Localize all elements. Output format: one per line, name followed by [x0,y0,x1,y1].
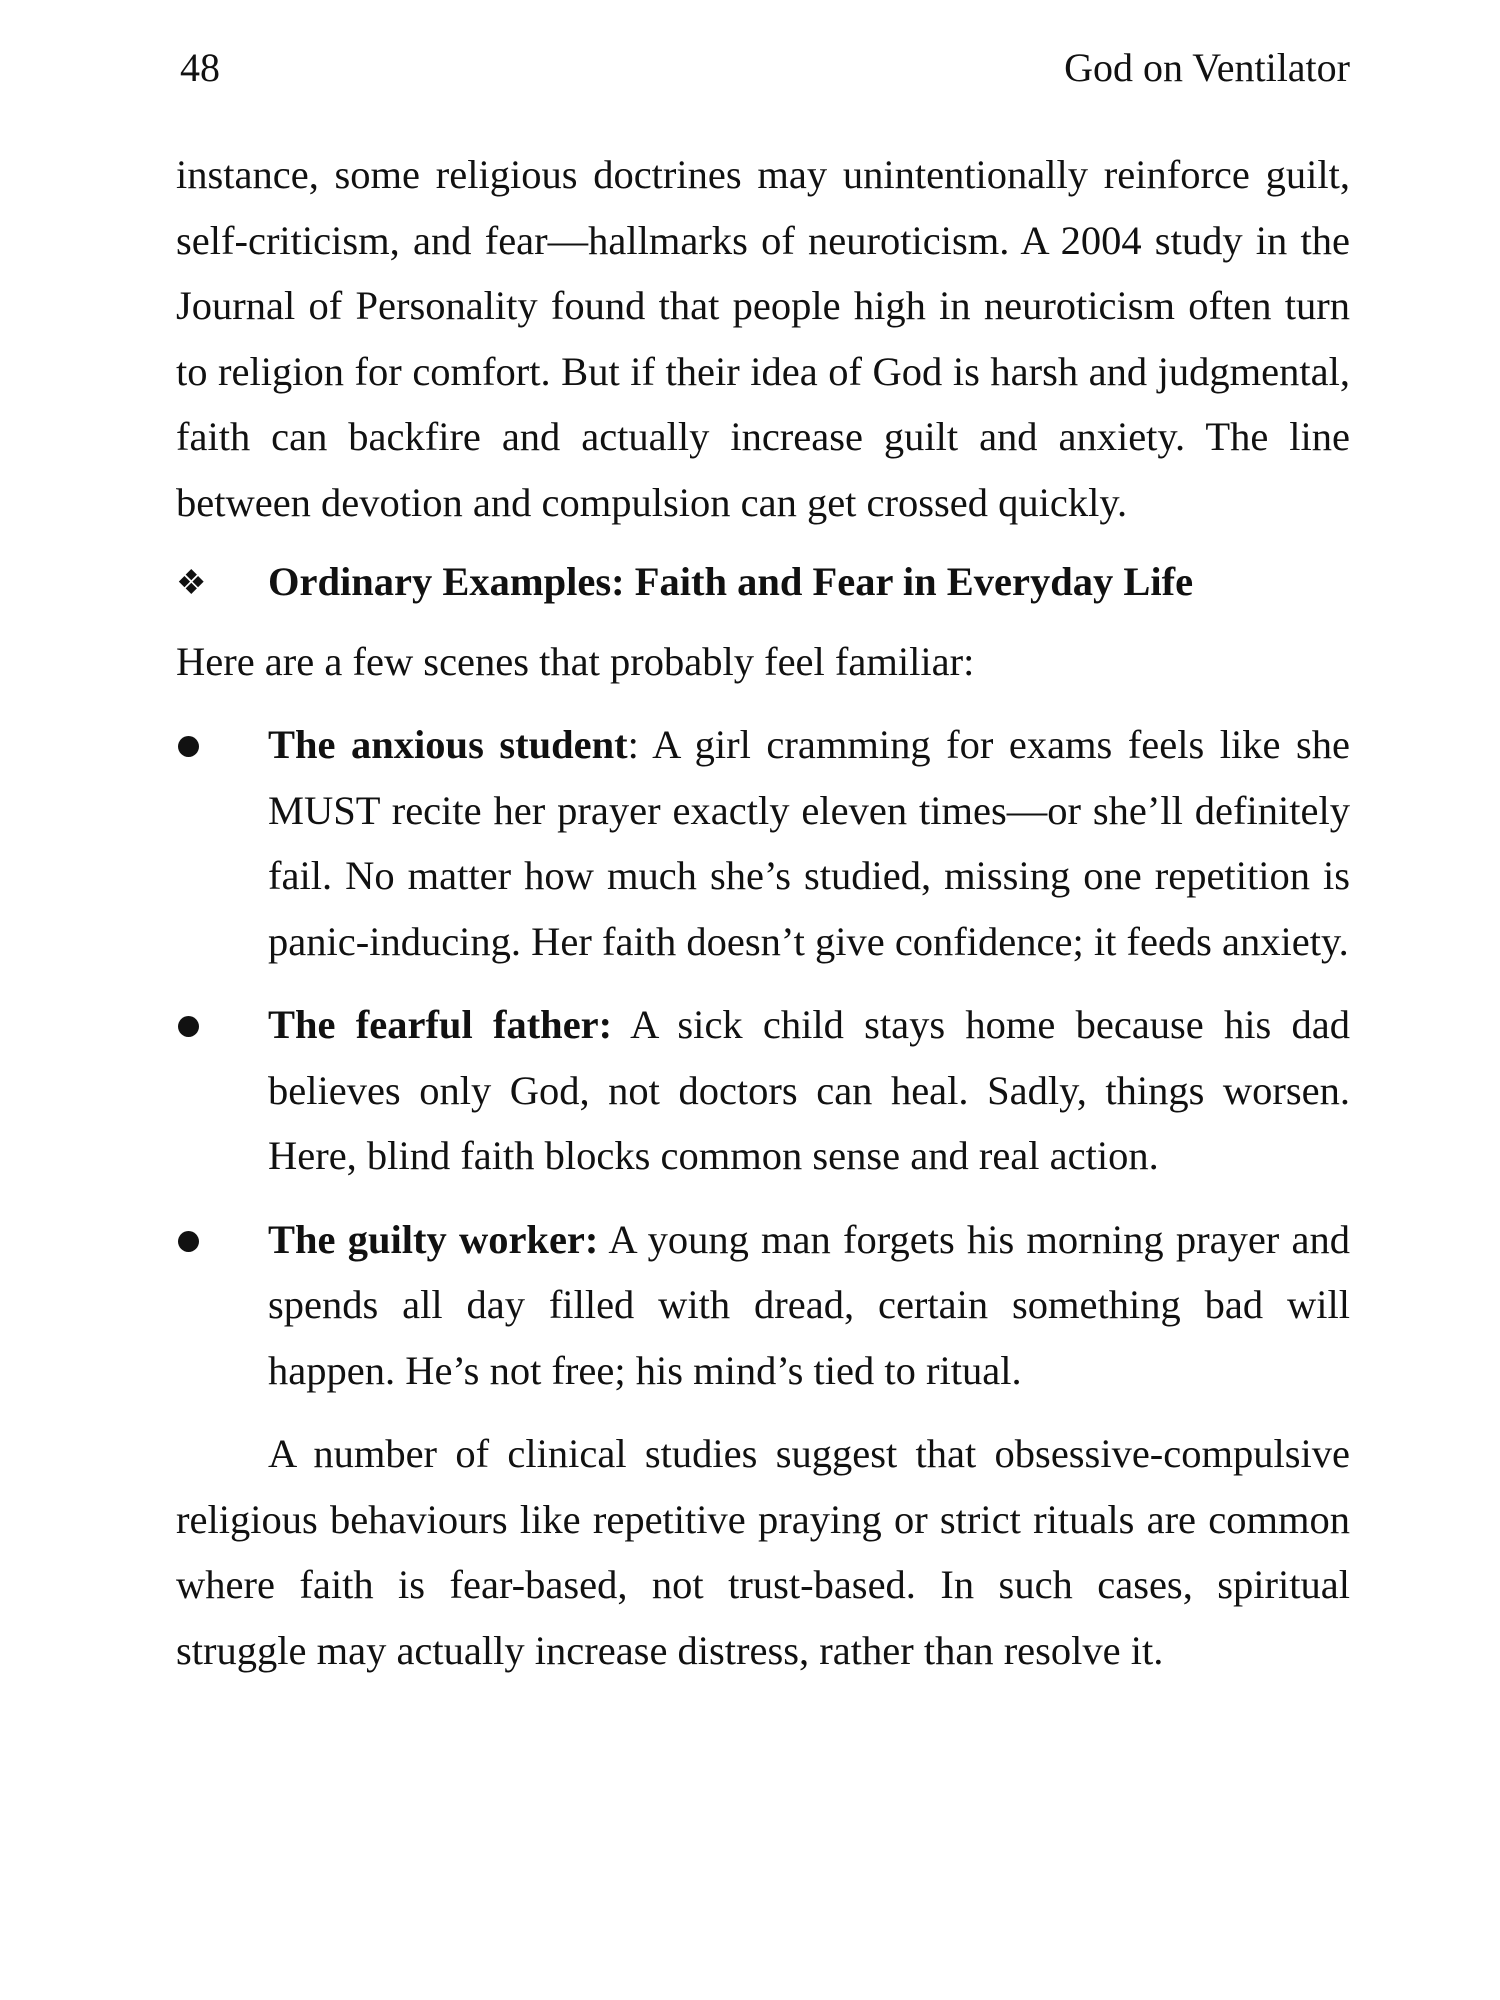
diamond-ornament-icon: ❖ [176,565,207,602]
example-term: The guilty worker: [268,1216,599,1262]
example-text: : A girl cramming for exams feels like she MUST recite her prayer exactly eleven times—or she’ll definitely fail. No matter how much she’s studied, missing one repetition is panic-inducing. Her faith doesn’t give confidence; it feeds anxiety. [268,722,1350,964]
list-item [176,992,1350,1189]
page-header [176,44,1350,104]
section-intro: Here are a few scenes that probably feel familiar: [176,638,975,684]
running-title: God on Ventilator [1064,45,1350,90]
example-text: A young man forgets his morning prayer and spends all day filled with dread, certain something bad will happen. He’s not free; his mind’s tied to ritual. [268,1216,1350,1393]
example-term: The anxious student [268,722,628,767]
examples-list [176,712,1350,1403]
bullet-icon [178,1016,199,1037]
page-number: 48 [180,45,220,90]
list-item [176,712,1350,974]
page-content [176,142,1350,1683]
bullet-icon [178,736,199,757]
bullet-icon [178,1231,199,1252]
example-term: The fearful father: [268,1002,613,1047]
example-text: A sick child stays home because his dad believes only God, not doctors can heal. Sadly, things worsen. Here, blind faith blocks common sense and real action. [268,1002,1350,1178]
section-heading-text: Ordinary Examples: Faith and Fear in Everyday Life [268,559,1194,604]
section-heading [176,549,1350,615]
opening-paragraph: instance, some religious doctrines may unintentionally reinforce guilt, self-criticism, and fear—hallmarks of neuroticism. A 2004 study in the Journal of Personality found that people high in neuroticism often turn to religion for comfort. But if their idea of God is harsh and judgmental, faith can backfire and actually increase guilt and anxiety. The line between devotion and compulsion can get crossed quickly. [176,152,1350,525]
list-item [176,1207,1350,1404]
closing-paragraph: A number of clinical studies suggest that obsessive-compulsive religious behaviours like repetitive praying or strict rituals are common where faith is fear-based, not trust-based. In such cases, spiritual struggle may actually increase distress, rather than resolve it. [176,1431,1350,1673]
